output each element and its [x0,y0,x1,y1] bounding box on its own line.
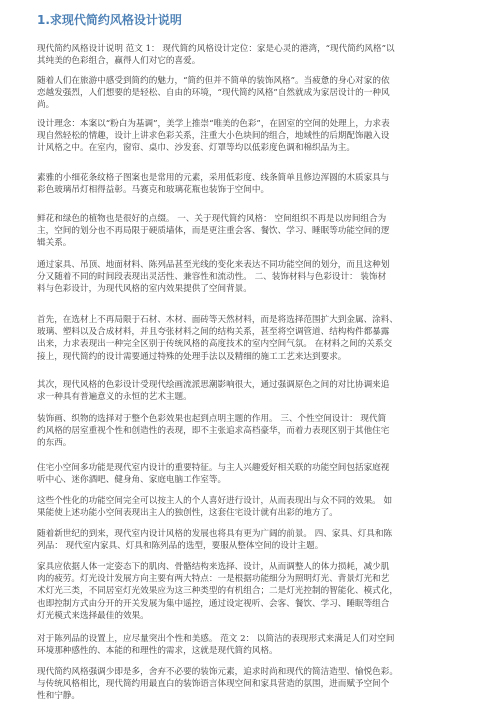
paragraph-line: 随着人们在旅游中感受到简约的魅力，“简约但并不简单的装饰风格”。当疲惫的身心对家的依 [37,76,390,86]
paragraph [37,213,461,250]
paragraph-line: 设计理念：本案以“粉白为基调”，美学上推崇“唯美的色彩”，在固室的空间的处理上，力求表 [37,119,390,129]
paragraph-line: 主，空间的划分也不再局限于硬质墙体，而是更注重会客、餐饮、学习、睡眠等功能空间的逻 [37,226,390,237]
paragraph-line: 家具应依据人体一定姿态下的肌肉、骨骼结构来选择、设计，从而调整人的体力损耗，减少肌 [37,562,390,572]
paragraph-line: 其纯美的色彩组合，赢得人们对它的喜爱。 [37,56,201,67]
paragraph [37,259,461,296]
paragraph-line: 现自然轻松的情趣，设计上讲求色彩关系，注重大小色块间的组合，地域性的后期配饰融入设 [37,131,390,142]
paragraph [37,118,461,155]
paragraph-line: 素雅的小细花条纹格子图案也是常用的元素，采用低彩度、线条简单且修边浑圆的木质家具与 [37,173,390,183]
paragraph-line: 环境那种感性的、本能的和理性的需求，这就是现代简约风格。 [37,646,278,657]
paragraph [37,413,461,450]
paragraph [37,43,461,67]
paragraph [37,462,461,486]
paragraph [37,633,461,657]
paragraph-line: 彩色玻璃吊灯相得益彰。马赛克和玻璃花瓶也装饰于空间中。 [37,185,270,196]
paragraph-line: 分又随着不同的时间段表现出灵活性、兼容性和流动性。 二、装饰材料与色彩设计： 装饰材 [37,272,387,283]
paragraph-line: 住宅小空间多功能是现代室内设计的重要特征。与主人兴趣爱好相关联的功能空间包括家庭视 [37,463,390,473]
paragraph-line: 通过家具、吊顶、地面材料、陈列品甚至光线的变化来表达不同功能空间的划分，而且这种划 [37,260,390,270]
paragraph-line: 也即控制方式由分开的开关发展为集中遥控，通过设定视听、会客、餐饮、学习、睡眠等组合 [37,598,390,609]
paragraph-line: 首先，在选材上不再局限于石材、木材、面砖等天然材料，而是将选择范围扩大到金属、涂料、 [37,315,398,325]
paragraph-line: 鲜花和绿色的植物也是很好的点缀。 一、关于现代简约风格： 空间组织不再是以房间组合为 [37,214,387,224]
paragraph [37,666,461,703]
paragraph-line: 求一种具有普遍意义的永恒的艺术主题。 [37,392,192,403]
paragraph-line: 恋越发强烈，人们想要的是轻松、自由的环境，“现代简约风格”自然就成为家居设计的一种风 [37,88,390,99]
paragraph-line: 玻璃、塑料以及合成材料，并且夸张材料之间的结构关系，甚至将空调管道、结构构件都暴露 [37,327,390,338]
paragraph [37,561,461,622]
paragraph [37,75,461,112]
paragraph-line: 现代简约风格设计说明 范文 1： 现代简约风格设计定位：家是心灵的港湾，“现代简约风格”以 [37,44,395,54]
paragraph-line: 术灯光三类，不同居室灯光效果应为这三种类型的有机组合；二是灯光控制的智能化、模式化， [37,586,398,597]
paragraph-line: 随着新世纪的到来，现代室内设计风格的发展也将具有更为广阔的前景。 四、家具、灯具和陈 [37,529,393,539]
paragraph [37,314,461,363]
paragraph-line: 的东西。 [37,438,72,449]
paragraph-line: 计风格之中。在室内，窗帘、桌巾、沙发套、灯罩等均以低彩度色调和棉织品为主。 [37,143,355,154]
paragraph [37,379,461,403]
paragraph [37,172,461,196]
paragraph-line: 对于陈列品的设置上，应尽量突出个性和美感。 范文 2： 以简洁的表现形式来满足人们对空间 [37,634,395,644]
paragraph-line: 其次，现代风格的色彩设计受现代绘画流派思潮影响很大，通过强调原色之间的对比协调来追 [37,380,390,390]
paragraph [37,528,461,552]
paragraph-line: 接上，现代简约的设计需要通过特殊的处理手法以及精细的施工工艺来达到要求。 [37,351,347,362]
paragraph-line: 现代简约风格强调少即是多，舍弃不必要的装饰元素，追求时尚和现代的简洁造型、愉悦色彩。 [37,667,398,677]
paragraph-line: 尚。 [37,100,55,111]
paragraph-line: 料与色彩设计，为现代风格的室内效果提供了空间背景。 [37,284,252,295]
paragraph-line: 出来，力求表现出一种完全区别于传统风格的高度技术的室内空间气氛。 在材料之间的关系交 [37,339,393,350]
paragraph-line: 装饰画、织物的选择对于整个色彩效果也起到点明主题的作用。 三、个性空间设计： 现代简 [37,414,387,424]
paragraph-line: 果能使上述功能小空间表现出主人的独创性，这套住宅设计就有出彩的地方了。 [37,508,338,519]
paragraph-line: 灯光模式来选择最佳的效果。 [37,610,149,621]
paragraph-line: 肉的疲劳。灯光设计发展方向主要有两大特点：一是根据功能细分为照明灯光、背景灯光和艺 [37,574,390,585]
paragraph-line: 列品： 现代室内家具、灯具和陈列品的选型，要服从整体空间的设计主题。 [37,541,324,552]
paragraph-line: 约风格的居室重视个性和创造性的表现，即不主张追求高档豪华，而着力表现区别于其他住宅 [37,426,390,437]
paragraph-line: 与传统风格相比，现代简约用最直白的装饰语言体现空间和家具营造的氛围，进而赋予空间个 [37,679,390,690]
paragraph-line: 性和宁静。 [37,691,80,702]
paragraph [37,495,461,519]
paragraph-line: 听中心、迷你酒吧、健身角、家庭电脑工作室等。 [37,475,227,486]
paragraph-line: 这些个性化的功能空间完全可以按主人的个人喜好进行设计，从而表现出与众不同的效果。 如 [37,496,393,506]
paragraph-line: 辑关系。 [37,238,72,249]
document-title: 1.求现代简约风格设计说明 [37,13,182,27]
